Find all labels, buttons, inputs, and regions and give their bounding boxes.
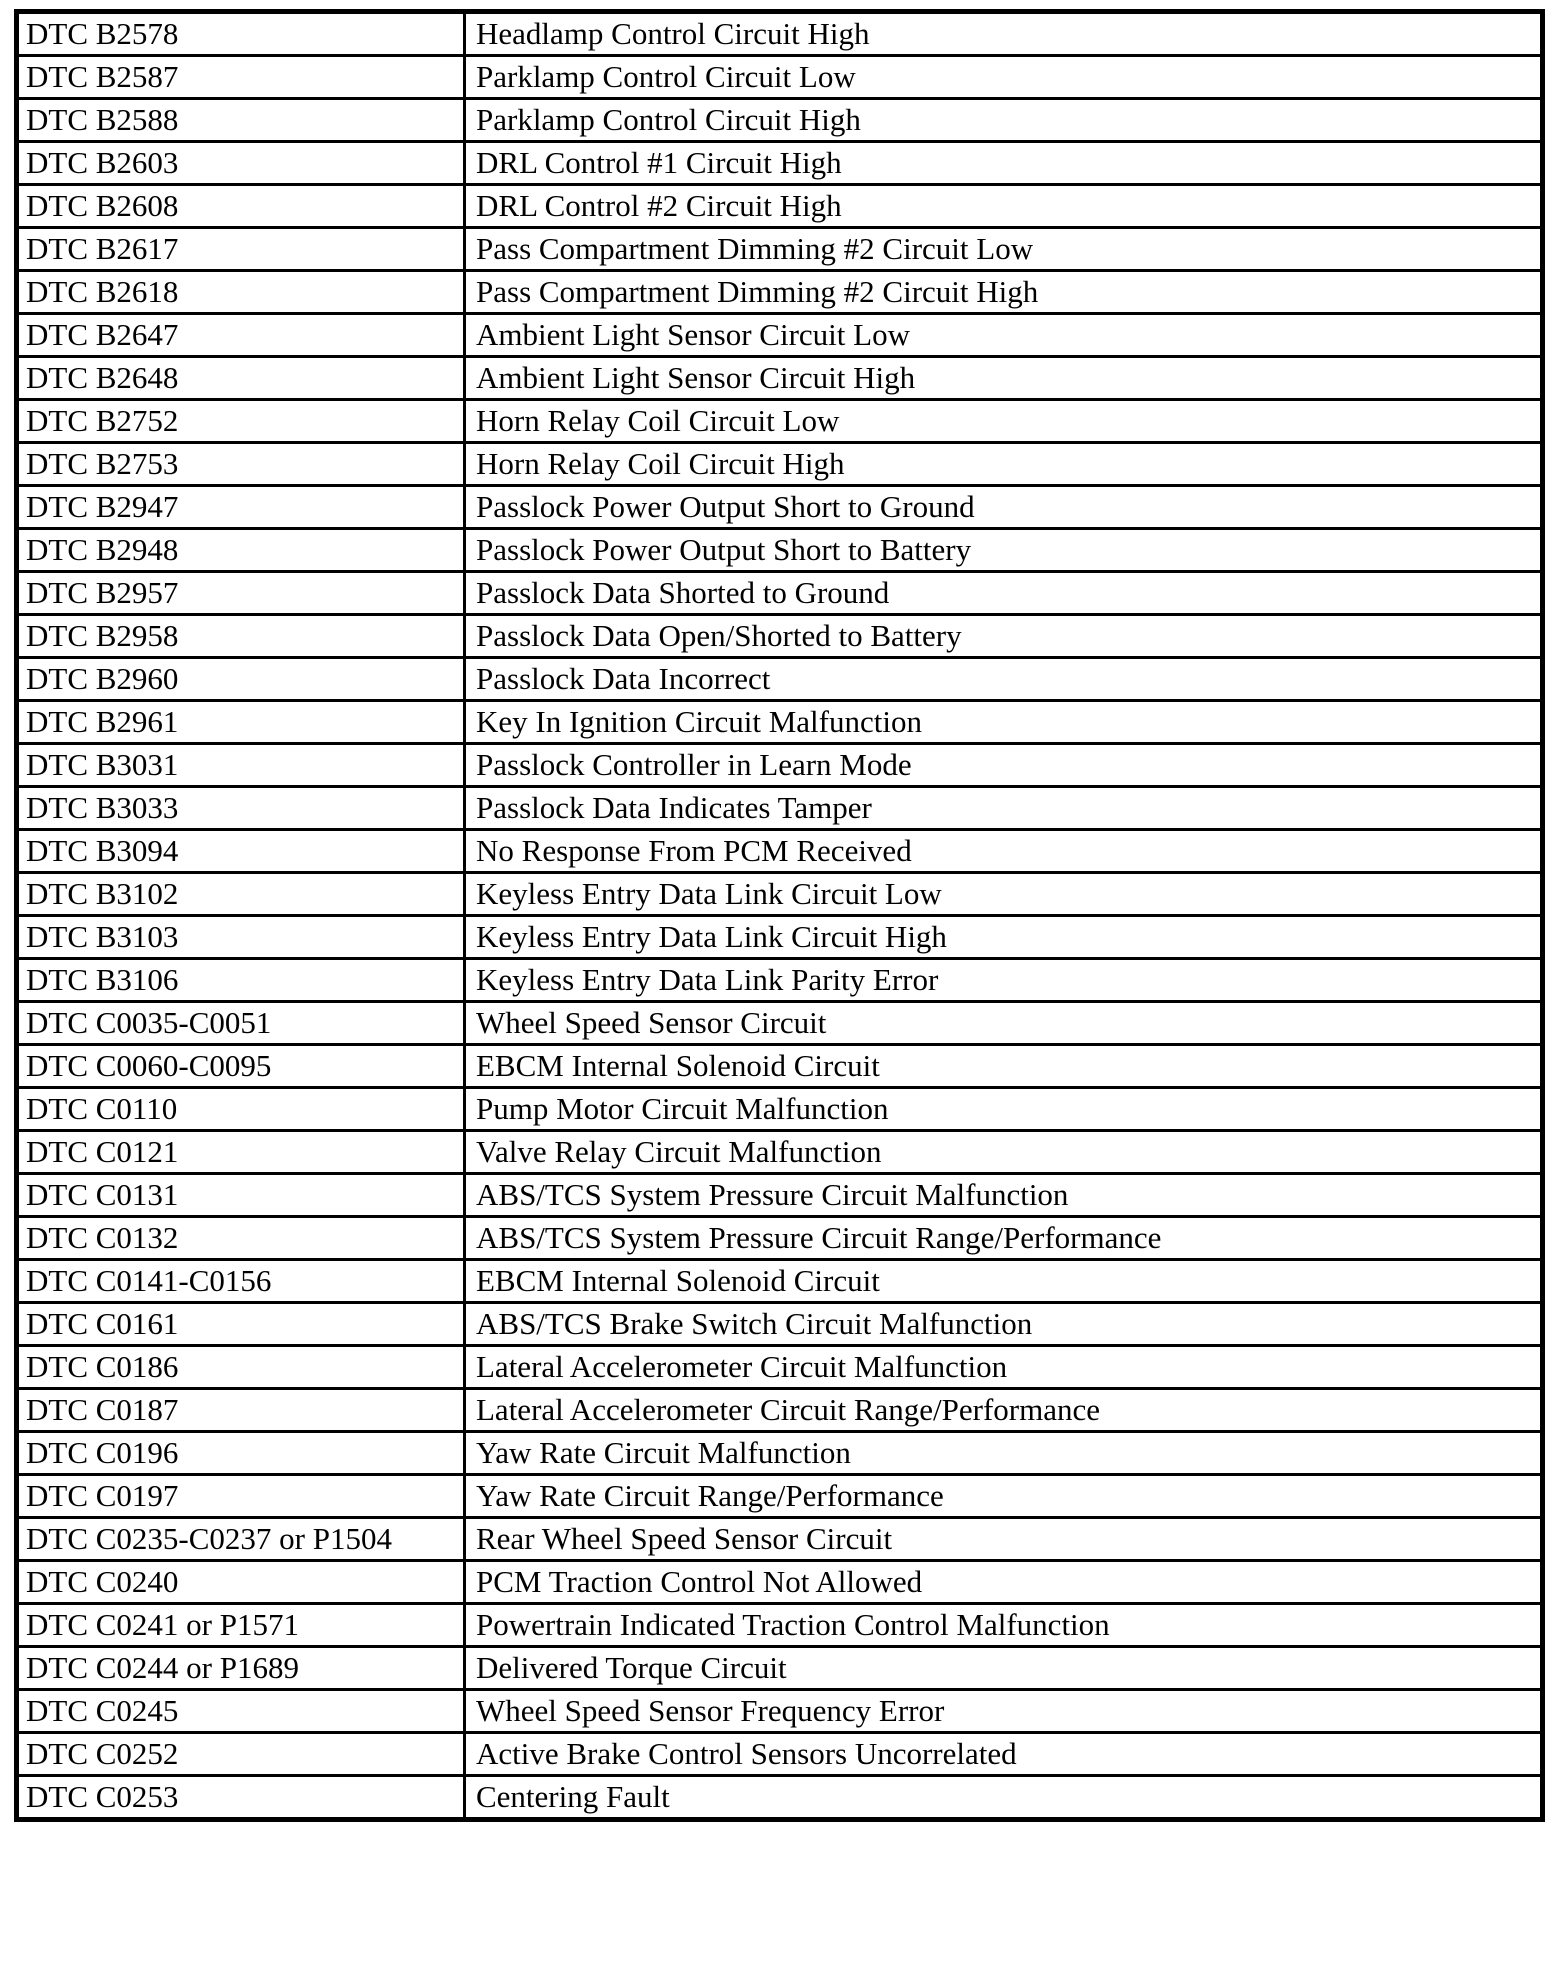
dtc-description-cell: Active Brake Control Sensors Uncorrelated (465, 1733, 1543, 1776)
dtc-code-cell: DTC C0196 (17, 1432, 465, 1475)
dtc-description-cell: Pass Compartment Dimming #2 Circuit Low (465, 228, 1543, 271)
dtc-code-cell: DTC B2588 (17, 99, 465, 142)
table-row (17, 99, 1543, 142)
table-row (17, 1690, 1543, 1733)
table-row (17, 56, 1543, 99)
dtc-code-cell: DTC B2617 (17, 228, 465, 271)
dtc-code-cell: DTC B3094 (17, 830, 465, 873)
table-row (17, 1174, 1543, 1217)
dtc-description-cell: Wheel Speed Sensor Circuit (465, 1002, 1543, 1045)
table-row (17, 1002, 1543, 1045)
dtc-code-cell: DTC C0241 or P1571 (17, 1604, 465, 1647)
table-row (17, 400, 1543, 443)
dtc-code-cell: DTC B2753 (17, 443, 465, 486)
table-row (17, 142, 1543, 185)
table-row (17, 1518, 1543, 1561)
dtc-description-cell: Wheel Speed Sensor Frequency Error (465, 1690, 1543, 1733)
dtc-code-cell: DTC B2948 (17, 529, 465, 572)
dtc-description-cell: Horn Relay Coil Circuit High (465, 443, 1543, 486)
dtc-code-cell: DTC B2608 (17, 185, 465, 228)
dtc-description-cell: EBCM Internal Solenoid Circuit (465, 1260, 1543, 1303)
dtc-code-cell: DTC C0245 (17, 1690, 465, 1733)
table-row (17, 486, 1543, 529)
dtc-description-cell: Valve Relay Circuit Malfunction (465, 1131, 1543, 1174)
table-row (17, 1647, 1543, 1690)
table-row (17, 873, 1543, 916)
dtc-code-cell: DTC C0161 (17, 1303, 465, 1346)
dtc-description-cell: Passlock Controller in Learn Mode (465, 744, 1543, 787)
dtc-description-cell: Key In Ignition Circuit Malfunction (465, 701, 1543, 744)
dtc-description-cell: Lateral Accelerometer Circuit Malfunction (465, 1346, 1543, 1389)
table-row (17, 1475, 1543, 1518)
table-row (17, 1389, 1543, 1432)
table-row (17, 271, 1543, 314)
table-row (17, 959, 1543, 1002)
dtc-code-cell: DTC B3103 (17, 916, 465, 959)
dtc-code-cell: DTC C0244 or P1689 (17, 1647, 465, 1690)
dtc-description-cell: ABS/TCS System Pressure Circuit Range/Performance (465, 1217, 1543, 1260)
dtc-code-cell: DTC B3033 (17, 787, 465, 830)
dtc-code-cell: DTC B2947 (17, 486, 465, 529)
dtc-code-cell: DTC B2957 (17, 572, 465, 615)
table-row (17, 1432, 1543, 1475)
table-row (17, 787, 1543, 830)
table-row (17, 658, 1543, 701)
dtc-description-cell: Ambient Light Sensor Circuit High (465, 357, 1543, 400)
dtc-code-cell: DTC C0240 (17, 1561, 465, 1604)
dtc-description-cell: Passlock Power Output Short to Ground (465, 486, 1543, 529)
table-row (17, 830, 1543, 873)
table-row (17, 12, 1543, 56)
dtc-code-cell: DTC B3102 (17, 873, 465, 916)
dtc-code-cell: DTC C0197 (17, 1475, 465, 1518)
dtc-description-cell: No Response From PCM Received (465, 830, 1543, 873)
dtc-description-cell: Headlamp Control Circuit High (465, 12, 1543, 56)
dtc-description-cell: Ambient Light Sensor Circuit Low (465, 314, 1543, 357)
dtc-code-cell: DTC C0060-C0095 (17, 1045, 465, 1088)
dtc-description-cell: Passlock Power Output Short to Battery (465, 529, 1543, 572)
dtc-code-cell: DTC C0235-C0237 or P1504 (17, 1518, 465, 1561)
table-row (17, 529, 1543, 572)
table-row (17, 916, 1543, 959)
dtc-code-cell: DTC C0131 (17, 1174, 465, 1217)
table-row (17, 1346, 1543, 1389)
table-row (17, 1303, 1543, 1346)
dtc-code-cell: DTC B2603 (17, 142, 465, 185)
dtc-description-cell: Pump Motor Circuit Malfunction (465, 1088, 1543, 1131)
dtc-description-cell: Passlock Data Incorrect (465, 658, 1543, 701)
table-row (17, 1776, 1543, 1820)
dtc-code-cell: DTC C0187 (17, 1389, 465, 1432)
dtc-description-cell: ABS/TCS System Pressure Circuit Malfunction (465, 1174, 1543, 1217)
dtc-description-cell: Keyless Entry Data Link Circuit High (465, 916, 1543, 959)
dtc-code-cell: DTC B2961 (17, 701, 465, 744)
dtc-description-cell: Centering Fault (465, 1776, 1543, 1820)
dtc-description-cell: Rear Wheel Speed Sensor Circuit (465, 1518, 1543, 1561)
table-row (17, 314, 1543, 357)
dtc-code-cell: DTC C0132 (17, 1217, 465, 1260)
dtc-description-cell: Passlock Data Open/Shorted to Battery (465, 615, 1543, 658)
dtc-code-cell: DTC C0186 (17, 1346, 465, 1389)
dtc-code-cell: DTC C0110 (17, 1088, 465, 1131)
dtc-description-cell: DRL Control #2 Circuit High (465, 185, 1543, 228)
dtc-code-cell: DTC B3031 (17, 744, 465, 787)
table-row (17, 1733, 1543, 1776)
table-row (17, 1045, 1543, 1088)
dtc-description-cell: DRL Control #1 Circuit High (465, 142, 1543, 185)
dtc-description-cell: Yaw Rate Circuit Range/Performance (465, 1475, 1543, 1518)
dtc-code-cell: DTC B2648 (17, 357, 465, 400)
table-row (17, 1131, 1543, 1174)
dtc-table-body (17, 12, 1543, 1820)
table-row (17, 1260, 1543, 1303)
dtc-description-cell: Powertrain Indicated Traction Control Malfunction (465, 1604, 1543, 1647)
table-row (17, 615, 1543, 658)
dtc-code-cell: DTC B2647 (17, 314, 465, 357)
table-row (17, 357, 1543, 400)
table-row (17, 572, 1543, 615)
table-row (17, 744, 1543, 787)
dtc-code-cell: DTC B2958 (17, 615, 465, 658)
dtc-code-cell: DTC B2618 (17, 271, 465, 314)
dtc-description-cell: Passlock Data Indicates Tamper (465, 787, 1543, 830)
table-row (17, 701, 1543, 744)
dtc-description-cell: Keyless Entry Data Link Parity Error (465, 959, 1543, 1002)
table-row (17, 443, 1543, 486)
dtc-code-cell: DTC C0121 (17, 1131, 465, 1174)
dtc-code-cell: DTC B2587 (17, 56, 465, 99)
dtc-code-cell: DTC C0253 (17, 1776, 465, 1820)
dtc-code-cell: DTC C0141-C0156 (17, 1260, 465, 1303)
dtc-code-cell: DTC C0035-C0051 (17, 1002, 465, 1045)
dtc-table (14, 9, 1545, 1822)
dtc-code-cell: DTC B2752 (17, 400, 465, 443)
table-row (17, 228, 1543, 271)
dtc-description-cell: Horn Relay Coil Circuit Low (465, 400, 1543, 443)
dtc-description-cell: Keyless Entry Data Link Circuit Low (465, 873, 1543, 916)
table-row (17, 1561, 1543, 1604)
dtc-description-cell: Passlock Data Shorted to Ground (465, 572, 1543, 615)
table-row (17, 1088, 1543, 1131)
dtc-description-cell: Parklamp Control Circuit Low (465, 56, 1543, 99)
dtc-description-cell: PCM Traction Control Not Allowed (465, 1561, 1543, 1604)
dtc-description-cell: Parklamp Control Circuit High (465, 99, 1543, 142)
dtc-code-cell: DTC B3106 (17, 959, 465, 1002)
table-row (17, 1604, 1543, 1647)
table-row (17, 1217, 1543, 1260)
table-row (17, 185, 1543, 228)
dtc-description-cell: ABS/TCS Brake Switch Circuit Malfunction (465, 1303, 1543, 1346)
dtc-description-cell: Pass Compartment Dimming #2 Circuit High (465, 271, 1543, 314)
dtc-description-cell: Delivered Torque Circuit (465, 1647, 1543, 1690)
dtc-description-cell: Yaw Rate Circuit Malfunction (465, 1432, 1543, 1475)
dtc-description-cell: EBCM Internal Solenoid Circuit (465, 1045, 1543, 1088)
dtc-code-cell: DTC B2578 (17, 12, 465, 56)
dtc-description-cell: Lateral Accelerometer Circuit Range/Performance (465, 1389, 1543, 1432)
dtc-code-cell: DTC B2960 (17, 658, 465, 701)
dtc-code-cell: DTC C0252 (17, 1733, 465, 1776)
